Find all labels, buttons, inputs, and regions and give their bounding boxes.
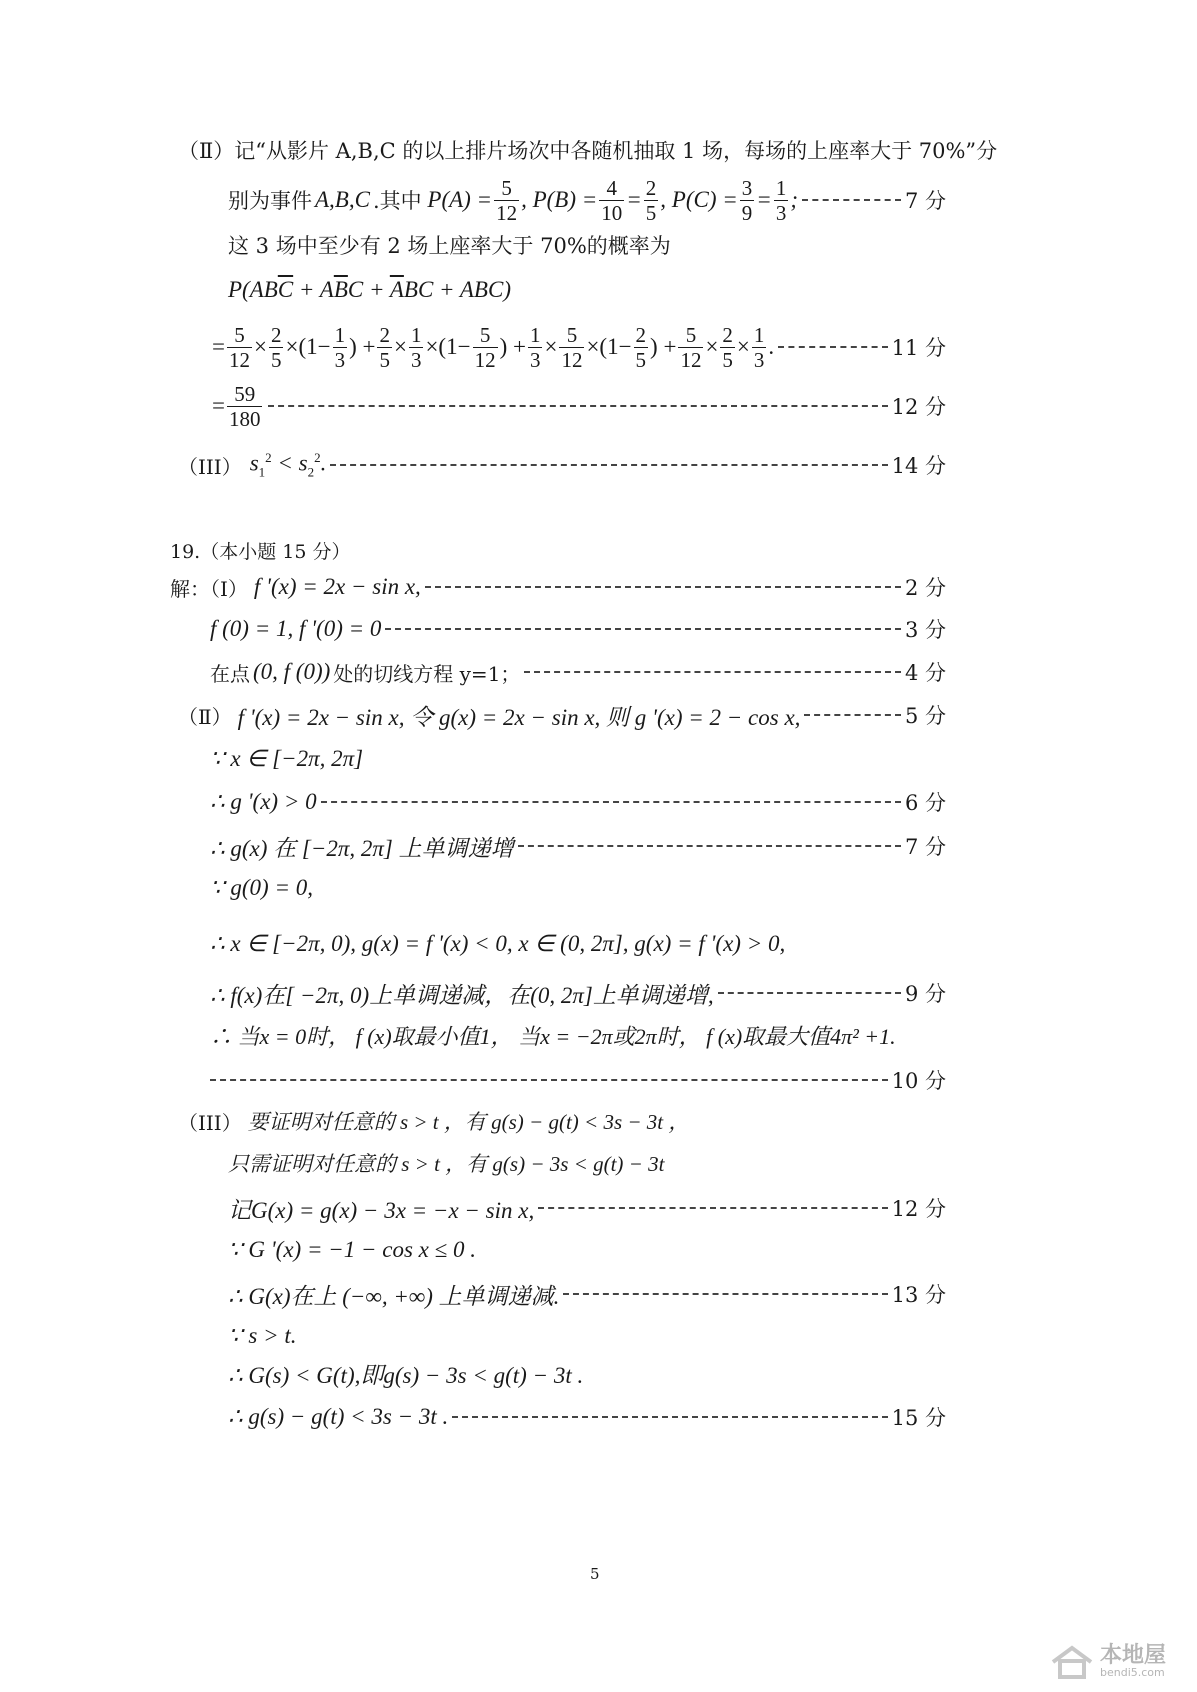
points-label: 3 分 [904,618,946,642]
points-label: 7 分 [904,835,946,859]
dash-leader [563,1293,887,1295]
math-line: f (0) = 1, f '(0) = 0 [210,616,382,641]
q19-part1-row1 [170,572,946,602]
math-line: ∵ s > t. [228,1323,297,1348]
math-line: ∴ 当x = 0时， f (x)取最小值1， 当x = −2π或2π时， f (x)取最大值4π² +1. [210,1024,896,1049]
point-expr: (0, f (0)) [253,659,331,684]
part2-line3: 这 3 场中至少有 2 场上座率大于 70%的概率为 [228,234,671,258]
dash-leader [518,845,901,847]
page-number: 5 [590,1565,600,1583]
tangent-line-text: 处的切线方程 y=1； [333,661,521,686]
formula-pa: P(A) = [421,187,493,212]
q19-part2-row7 [210,978,946,1008]
math-line: ∵ G '(x) = −1 − cos x ≤ 0 . [228,1237,476,1262]
q19-part3-row1 [178,1106,946,1136]
fraction: $\frac{1}{3}$ [775,175,787,225]
text: 在点 [210,661,250,686]
points-label: 9 分 [904,982,946,1006]
fraction: $\frac{2}{5}$ [645,175,657,225]
house-icon [1050,1645,1094,1679]
derivative-expr: f '(x) = 2x − sin x, [253,574,421,599]
math-line: ∴ f(x)在[ −2π, 0)上单调递减，在(0, 2π]上单调递增, [210,982,714,1008]
q19-part1-row2 [210,614,946,644]
points-label: 4 分 [904,661,946,685]
fraction: $\frac{3}{9}$ [741,175,753,225]
part3-row [178,448,946,482]
q19-part2-row4 [210,831,946,861]
dash-leader [385,628,901,630]
probability-result-row: = $\frac{59}{180}$ 12 分 [212,381,946,431]
q19-part3-row8 [228,1402,946,1432]
part2-events-row: 别为事件 A,B,C .其中 P(A) = $\frac{5}{12}$ , P(B) = $\frac{4}{10}$ = $\frac{2}{5}$ , P(C) = $\frac{3}{9}$ = $\frac{1}{3}$ ; 7 分 [228,175,946,225]
part2-events: A,B,C [315,187,370,212]
q19-part3-row5 [228,1279,946,1309]
formula-pb: , P(B) = [521,187,598,212]
points-label: 12 分 [891,395,946,419]
part-label: （III） [178,1110,242,1135]
points-label: 6 分 [904,791,946,815]
q19-part1-row3 [210,657,946,687]
part-label: （Ⅱ） [178,704,232,729]
dash-leader [804,714,901,716]
dash-leader [425,586,901,588]
dash-leader [268,405,887,407]
question-19-title: 19.（本小题 15 分） [170,541,351,563]
math-line: 记G(x) = g(x) − 3x = −x − sin x, [228,1197,535,1223]
math-line: 只需证明对任意的 s > t ，有 g(s) − 3s < g(t) − 3t [228,1152,665,1176]
points-label: 10 分 [891,1069,946,1093]
math-line: ∴ G(s) < G(t),即g(s) − 3s < g(t) − 3t . [228,1363,584,1388]
math-line: f '(x) = 2x − sin x, 令 g(x) = 2x − sin x, 则 g '(x) = 2 − cos x, [237,704,801,730]
points-label: 7 分 [904,189,946,213]
fraction: $\frac{5}{12}$ [496,175,518,225]
math-line: ∴ g(s) − g(t) < 3s − 3t . [228,1404,449,1429]
dash-leader [452,1416,887,1418]
math-line: ∵ g(0) = 0, [210,875,313,900]
points-label: 14 分 [891,454,946,478]
variance-comparison: $s_1^2 < s_2^2$. [249,449,327,480]
points-label: 5 分 [904,704,946,728]
q19-part2-row3 [210,787,946,817]
dash-leader [718,992,901,994]
part2-intro-line1: （Ⅱ）记“从影片 A,B,C 的以上排片场次中各随机抽取 1 场，每场的上座率大于 70%”分 [178,139,998,163]
math-line: 要证明对任意的 s > t ，有 g(s) − g(t) < 3s − 3t ， [247,1110,690,1134]
solution-label: 解：（Ⅰ） [170,576,248,601]
watermark-url: bendi5.com [1100,1666,1165,1679]
watermark-text: 本地屋 [1100,1643,1167,1668]
math-line: ∴ x ∈ [−2π, 0), g(x) = f '(x) < 0, x ∈ (0, 2π], g(x) = f '(x) > 0, [210,931,786,956]
dash-leader [538,1207,887,1209]
probability-calc-row: = $\frac{5}{12}$ × $\frac{2}{5}$ ×(1− $\frac{1}{3}$ ) + $\frac{2}{5}$ × $\frac{1}{3}$ ×(1− $\frac{5}{12}$ ) + $\frac{1}{3}$ × $\frac{5}{12}$ ×(1− $\frac{2}{5}$ ) + $\frac{5}{12}$ × $\frac{2}{5}$ × $\frac{1}{3}$ . 11 分 [212,322,946,372]
dash-leader [524,671,901,673]
part3-label: （III） [178,454,242,479]
dash-leader [210,1079,888,1081]
q19-part2-row1 [178,700,946,730]
points-label: 2 分 [904,576,946,600]
dash-leader [802,199,901,201]
math-line: ∵ x ∈ [−2π, 2π] [210,746,364,771]
part2-events-prefix: 别为事件 [228,189,312,213]
formula-pc: , P(C) = [660,187,738,212]
part2-events-mid: .其中 [372,189,422,213]
dash-leader [778,346,887,348]
watermark [1050,1645,1166,1679]
dash-leader [321,801,901,803]
math-line: ∴ g '(x) > 0 [210,789,317,814]
fraction: $\frac{4}{10}$ [601,175,623,225]
points-label: 15 分 [891,1406,946,1430]
math-line: ∴ g(x) 在 [−2π, 2π] 上单调递增 [210,835,514,861]
dash-leader [330,464,887,466]
points-label: 11 分 [891,336,946,360]
points-label: 12 分 [891,1197,946,1221]
q19-part2-row9 [210,1065,946,1095]
math-line: ∴ G(x)在上 (−∞, +∞) 上单调递减. [228,1283,560,1309]
points-label: 13 分 [891,1283,946,1307]
probability-expression: $P(AB\overline{C} + A\overline{B}C + \overline{A}BC + ABC)$ [228,277,511,302]
result-fraction: $\frac{59}{180}$ [228,381,261,431]
q19-part3-row3 [228,1193,946,1223]
